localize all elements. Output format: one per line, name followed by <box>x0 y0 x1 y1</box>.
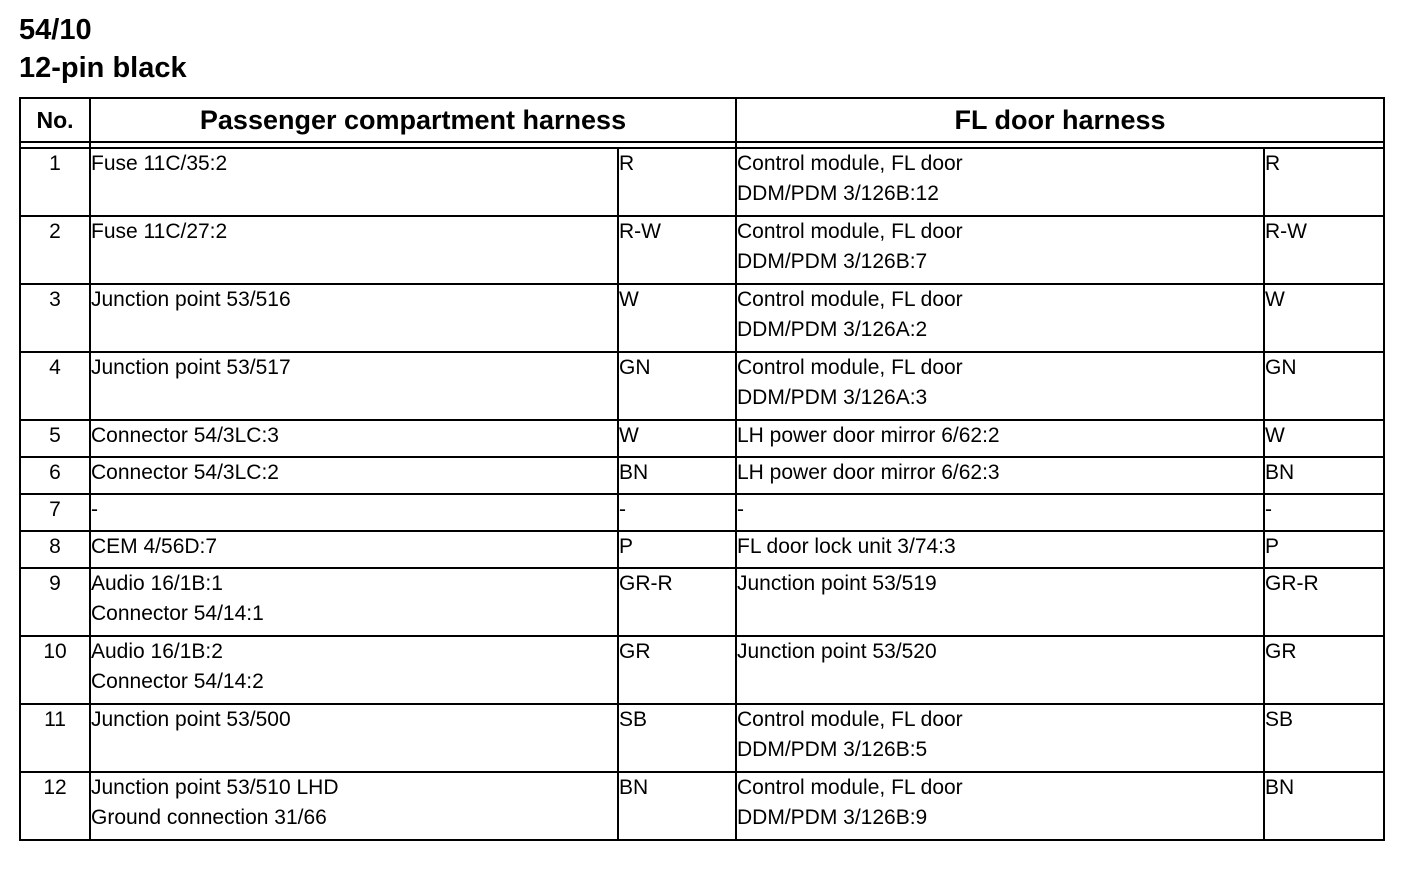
door-harness-connection <box>736 216 1264 284</box>
door-wire-color: GR <box>1264 636 1384 704</box>
pin-number: 10 <box>20 636 90 704</box>
table-row <box>20 457 1384 494</box>
table-row <box>20 148 1384 216</box>
passenger-wire-color: R-W <box>618 216 736 284</box>
connection-text-line: Ground connection 31/66 <box>91 806 327 829</box>
passenger-harness-connection <box>90 284 618 352</box>
connection-text-line: Control module, FL door <box>737 220 963 243</box>
connection-text-line: Control module, FL door <box>737 288 963 311</box>
connection-text-line: Audio 16/1B:1 <box>91 572 223 595</box>
pin-number: 6 <box>20 457 90 494</box>
connection-text-line: Connector 54/3LC:3 <box>91 424 279 447</box>
door-harness-connection <box>736 148 1264 216</box>
table-row <box>20 531 1384 568</box>
connection-text-line <box>737 667 1263 697</box>
door-wire-color: SB <box>1264 704 1384 772</box>
table-row <box>20 284 1384 352</box>
connection-text-line: LH power door mirror 6/62:3 <box>737 461 1000 484</box>
door-harness-connection <box>736 531 1264 568</box>
connection-text-line: Control module, FL door <box>737 152 963 175</box>
door-harness-connection <box>736 494 1264 531</box>
table-row <box>20 420 1384 457</box>
table-row <box>20 636 1384 704</box>
door-wire-color: BN <box>1264 772 1384 840</box>
connection-text-line: CEM 4/56D:7 <box>91 535 218 558</box>
table-row <box>20 352 1384 420</box>
door-harness-connection <box>736 420 1264 457</box>
connection-text-line <box>91 735 617 765</box>
passenger-wire-color: SB <box>618 704 736 772</box>
passenger-harness-connection <box>90 457 618 494</box>
pin-number: 11 <box>20 704 90 772</box>
pin-number: 2 <box>20 216 90 284</box>
pin-number: 5 <box>20 420 90 457</box>
connection-text-line <box>91 247 617 277</box>
passenger-wire-color: BN <box>618 457 736 494</box>
door-wire-color: P <box>1264 531 1384 568</box>
door-harness-connection <box>736 352 1264 420</box>
passenger-wire-color: R <box>618 148 736 216</box>
table-row <box>20 216 1384 284</box>
connection-text-line: DDM/PDM 3/126A:2 <box>737 318 928 341</box>
passenger-harness-connection <box>90 568 618 636</box>
pin-number: 8 <box>20 531 90 568</box>
door-harness-connection <box>736 457 1264 494</box>
passenger-harness-connection <box>90 148 618 216</box>
connection-text-line: DDM/PDM 3/126B:9 <box>737 806 928 829</box>
connection-text-line: Connector 54/14:1 <box>91 602 264 625</box>
table-row <box>20 772 1384 840</box>
column-header-passenger-harness: Passenger compartment harness <box>90 98 736 142</box>
connection-text-line: Connector 54/3LC:2 <box>91 461 279 484</box>
connection-text-line <box>737 599 1263 629</box>
connection-text-line: DDM/PDM 3/126B:5 <box>737 738 928 761</box>
passenger-harness-connection <box>90 494 618 531</box>
door-wire-color: - <box>1264 494 1384 531</box>
connection-text-line: DDM/PDM 3/126A:3 <box>737 386 928 409</box>
connection-text-line: Junction point 53/500 <box>91 708 291 731</box>
passenger-harness-connection <box>90 216 618 284</box>
pin-number: 7 <box>20 494 90 531</box>
connection-text-line: Connector 54/14:2 <box>91 670 264 693</box>
passenger-harness-connection <box>90 704 618 772</box>
connection-text-line: DDM/PDM 3/126B:12 <box>737 182 939 205</box>
table-row <box>20 704 1384 772</box>
passenger-wire-color: W <box>618 284 736 352</box>
passenger-harness-connection <box>90 636 618 704</box>
connection-text-line <box>91 315 617 345</box>
passenger-wire-color: GR-R <box>618 568 736 636</box>
table-row <box>20 494 1384 531</box>
pin-number: 4 <box>20 352 90 420</box>
pin-number: 1 <box>20 148 90 216</box>
connection-text-line: Junction point 53/510 LHD <box>91 776 339 799</box>
connection-text-line: FL door lock unit 3/74:3 <box>737 535 956 558</box>
connection-text-line <box>91 383 617 413</box>
connector-id-title: 54/10 <box>19 14 92 46</box>
connection-text-line: - <box>737 498 744 521</box>
column-header-no: No. <box>20 98 90 142</box>
passenger-harness-connection <box>90 772 618 840</box>
table-row <box>20 568 1384 636</box>
connection-text-line: Junction point 53/520 <box>737 640 937 663</box>
connection-text-line <box>91 179 617 209</box>
door-wire-color: W <box>1264 420 1384 457</box>
connection-text-line: LH power door mirror 6/62:2 <box>737 424 1000 447</box>
door-wire-color: W <box>1264 284 1384 352</box>
column-header-door-harness: FL door harness <box>736 98 1384 142</box>
door-harness-connection <box>736 636 1264 704</box>
door-wire-color: GN <box>1264 352 1384 420</box>
passenger-wire-color: P <box>618 531 736 568</box>
passenger-wire-color: - <box>618 494 736 531</box>
passenger-harness-connection <box>90 420 618 457</box>
passenger-wire-color: GR <box>618 636 736 704</box>
table-header-row <box>20 98 1384 142</box>
door-wire-color: GR-R <box>1264 568 1384 636</box>
passenger-wire-color: W <box>618 420 736 457</box>
pinout-table-body <box>20 148 1384 840</box>
door-harness-connection <box>736 704 1264 772</box>
connection-text-line: Fuse 11C/35:2 <box>91 152 228 175</box>
door-wire-color: R <box>1264 148 1384 216</box>
connection-text-line: Control module, FL door <box>737 776 963 799</box>
connection-text-line: Junction point 53/517 <box>91 356 291 379</box>
passenger-harness-connection <box>90 531 618 568</box>
door-wire-color: R-W <box>1264 216 1384 284</box>
connection-text-line: Control module, FL door <box>737 356 963 379</box>
door-wire-color: BN <box>1264 457 1384 494</box>
connection-text-line: - <box>91 498 98 521</box>
passenger-wire-color: GN <box>618 352 736 420</box>
connection-text-line: Audio 16/1B:2 <box>91 640 223 663</box>
pin-number: 9 <box>20 568 90 636</box>
connection-text-line: Junction point 53/516 <box>91 288 291 311</box>
connection-text-line: Control module, FL door <box>737 708 963 731</box>
door-harness-connection <box>736 284 1264 352</box>
pin-number: 3 <box>20 284 90 352</box>
pinout-table <box>19 97 1385 841</box>
connection-text-line: Fuse 11C/27:2 <box>91 220 228 243</box>
passenger-wire-color: BN <box>618 772 736 840</box>
passenger-harness-connection <box>90 352 618 420</box>
door-harness-connection <box>736 568 1264 636</box>
connection-text-line: Junction point 53/519 <box>737 572 937 595</box>
pin-number: 12 <box>20 772 90 840</box>
connector-description-title: 12-pin black <box>19 52 187 84</box>
door-harness-connection <box>736 772 1264 840</box>
connection-text-line: DDM/PDM 3/126B:7 <box>737 250 928 273</box>
